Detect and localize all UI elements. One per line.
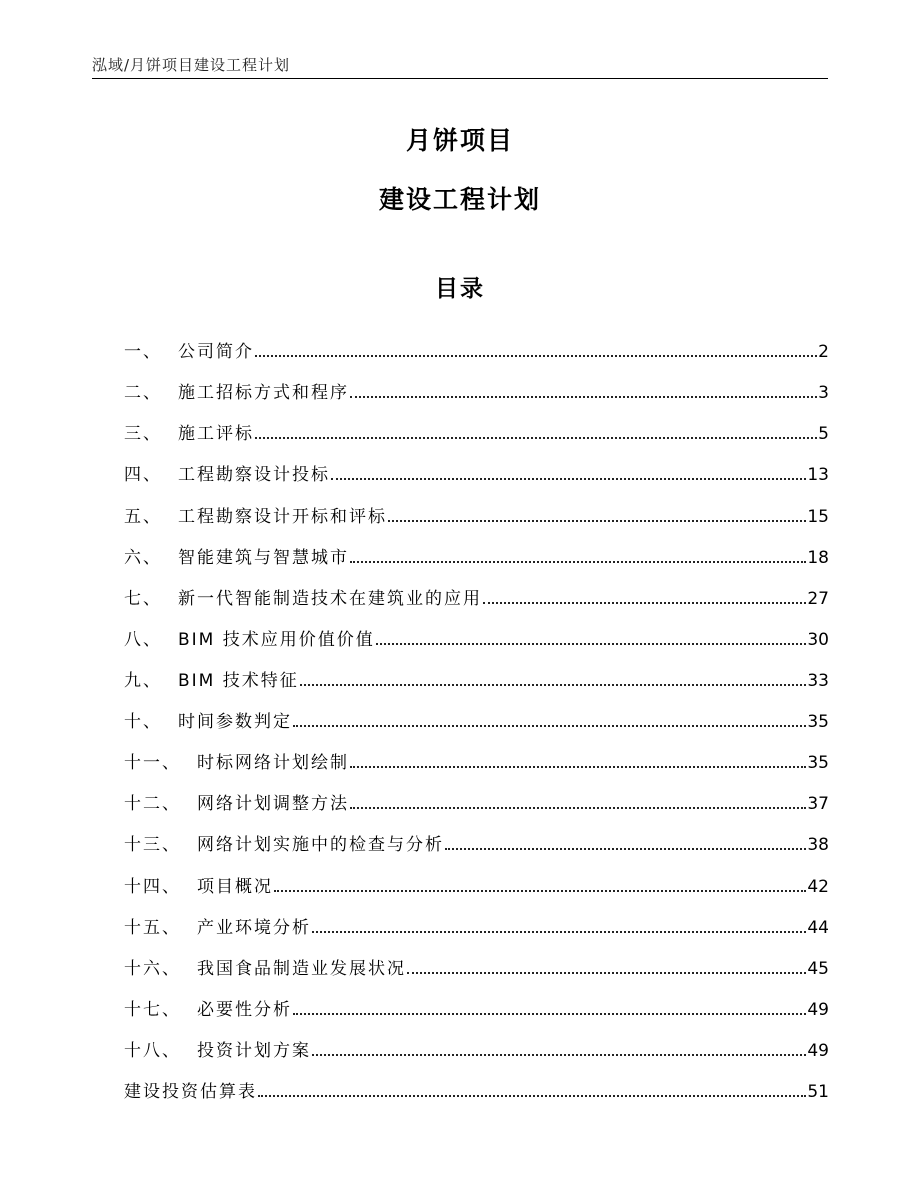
toc-leader-dots bbox=[376, 639, 807, 645]
toc-item-number: 十七、 bbox=[124, 999, 181, 1020]
toc-item-page: 37 bbox=[807, 794, 829, 815]
toc-item-title: 时间参数判定 bbox=[178, 712, 292, 733]
toc-item-page: 44 bbox=[807, 917, 829, 938]
toc-item[interactable] bbox=[124, 485, 829, 526]
toc-item-page: 27 bbox=[807, 588, 829, 609]
toc-item-page: 49 bbox=[807, 999, 829, 1020]
toc-item-title: BIM 技术应用价值价值 bbox=[178, 629, 375, 650]
toc-item-number: 十一、 bbox=[124, 753, 181, 774]
toc-item-number: 四、 bbox=[124, 465, 162, 486]
toc-leader-dots bbox=[293, 721, 806, 727]
toc-item[interactable] bbox=[124, 527, 829, 568]
toc-item-number: 十三、 bbox=[124, 835, 181, 856]
toc-item-number: 十二、 bbox=[124, 794, 181, 815]
toc-item-number: 九、 bbox=[124, 670, 162, 691]
running-title: 泓域/月饼项目建设工程计划 bbox=[92, 56, 291, 74]
document-title-line-1: 月饼项目 bbox=[405, 126, 514, 155]
toc-item-page: 18 bbox=[807, 547, 829, 568]
toc-leader-dots bbox=[445, 844, 806, 850]
toc-item-page: 35 bbox=[807, 712, 829, 733]
toc-item[interactable] bbox=[124, 732, 829, 773]
toc-leader-dots bbox=[312, 1050, 806, 1056]
toc-item-title: 项目概况 bbox=[197, 876, 273, 897]
table-of-contents bbox=[124, 321, 829, 1102]
toc-leader-dots bbox=[350, 392, 817, 398]
toc-item-number: 八、 bbox=[124, 629, 162, 650]
toc-item-number: 十五、 bbox=[124, 917, 181, 938]
toc-leader-dots bbox=[300, 680, 807, 686]
toc-item-title: 施工招标方式和程序 bbox=[178, 383, 349, 404]
toc-item-page: 13 bbox=[807, 465, 829, 486]
toc-item-page: 49 bbox=[807, 1040, 829, 1061]
toc-leader-dots bbox=[350, 803, 806, 809]
toc-item-title: 时标网络计划绘制 bbox=[197, 753, 349, 774]
toc-item[interactable] bbox=[124, 403, 829, 444]
toc-item[interactable] bbox=[124, 568, 829, 609]
toc-item-page: 38 bbox=[807, 835, 829, 856]
toc-leader-dots bbox=[350, 762, 806, 768]
toc-item-number: 三、 bbox=[124, 424, 162, 445]
toc-item-title: 投资计划方案 bbox=[197, 1040, 311, 1061]
toc-leader-dots bbox=[255, 351, 817, 357]
toc-item-title: 施工评标 bbox=[178, 424, 254, 445]
toc-item-title: 网络计划实施中的检查与分析 bbox=[197, 835, 444, 856]
toc-item-number: 二、 bbox=[124, 383, 162, 404]
toc-leader-dots bbox=[255, 433, 817, 439]
toc-item[interactable] bbox=[124, 650, 829, 691]
toc-item-number: 十六、 bbox=[124, 958, 181, 979]
toc-item-title: 我国食品制造业发展状况 bbox=[197, 958, 406, 979]
toc-item-page: 42 bbox=[807, 876, 829, 897]
toc-item-title: 工程勘察设计投标 bbox=[178, 465, 330, 486]
toc-item-title: 智能建筑与智慧城市 bbox=[178, 547, 349, 568]
toc-item-number: 十四、 bbox=[124, 876, 181, 897]
toc-item[interactable] bbox=[124, 814, 829, 855]
page-header bbox=[92, 52, 828, 79]
toc-item-number: 六、 bbox=[124, 547, 162, 568]
toc-item-title: 新一代智能制造技术在建筑业的应用 bbox=[178, 588, 482, 609]
toc-item-title: BIM 技术特征 bbox=[178, 670, 299, 691]
toc-item-title: 建设投资估算表 bbox=[124, 1082, 257, 1103]
document-title-line-2: 建设工程计划 bbox=[378, 185, 541, 214]
toc-item-page: 45 bbox=[807, 958, 829, 979]
toc-item[interactable] bbox=[124, 1061, 829, 1102]
toc-item-page: 5 bbox=[818, 424, 829, 445]
toc-item-title: 公司简介 bbox=[178, 342, 254, 363]
toc-leader-dots bbox=[388, 516, 806, 522]
toc-item-title: 网络计划调整方法 bbox=[197, 794, 349, 815]
toc-heading: 目录 bbox=[435, 276, 485, 302]
toc-item[interactable] bbox=[124, 609, 829, 650]
toc-item[interactable] bbox=[124, 1020, 829, 1061]
toc-item-number: 十八、 bbox=[124, 1040, 181, 1061]
toc-item[interactable] bbox=[124, 938, 829, 979]
toc-item-number: 五、 bbox=[124, 506, 162, 527]
toc-item-title: 产业环境分析 bbox=[197, 917, 311, 938]
toc-item-page: 51 bbox=[807, 1082, 829, 1103]
toc-item-title: 必要性分析 bbox=[197, 999, 292, 1020]
toc-item-page: 30 bbox=[807, 629, 829, 650]
toc-item[interactable] bbox=[124, 444, 829, 485]
toc-item-page: 15 bbox=[807, 506, 829, 527]
toc-item-page: 2 bbox=[818, 342, 829, 363]
toc-item[interactable] bbox=[124, 321, 829, 362]
toc-item[interactable] bbox=[124, 773, 829, 814]
toc-item-number: 十、 bbox=[124, 712, 162, 733]
toc-leader-dots bbox=[407, 968, 806, 974]
toc-item[interactable] bbox=[124, 897, 829, 938]
toc-item-title: 工程勘察设计开标和评标 bbox=[178, 506, 387, 527]
toc-item[interactable] bbox=[124, 979, 829, 1020]
toc-leader-dots bbox=[312, 927, 806, 933]
toc-leader-dots bbox=[483, 598, 806, 604]
toc-leader-dots bbox=[331, 474, 806, 480]
toc-leader-dots bbox=[293, 1009, 806, 1015]
toc-leader-dots bbox=[350, 557, 806, 563]
toc-item-number: 一、 bbox=[124, 342, 162, 363]
toc-item[interactable] bbox=[124, 362, 829, 403]
toc-item-page: 35 bbox=[807, 753, 829, 774]
toc-item[interactable] bbox=[124, 691, 829, 732]
toc-leader-dots bbox=[258, 1091, 806, 1097]
toc-item-page: 3 bbox=[818, 383, 829, 404]
toc-item-page: 33 bbox=[807, 670, 829, 691]
toc-item-number: 七、 bbox=[124, 588, 162, 609]
toc-leader-dots bbox=[274, 886, 806, 892]
toc-item[interactable] bbox=[124, 855, 829, 896]
